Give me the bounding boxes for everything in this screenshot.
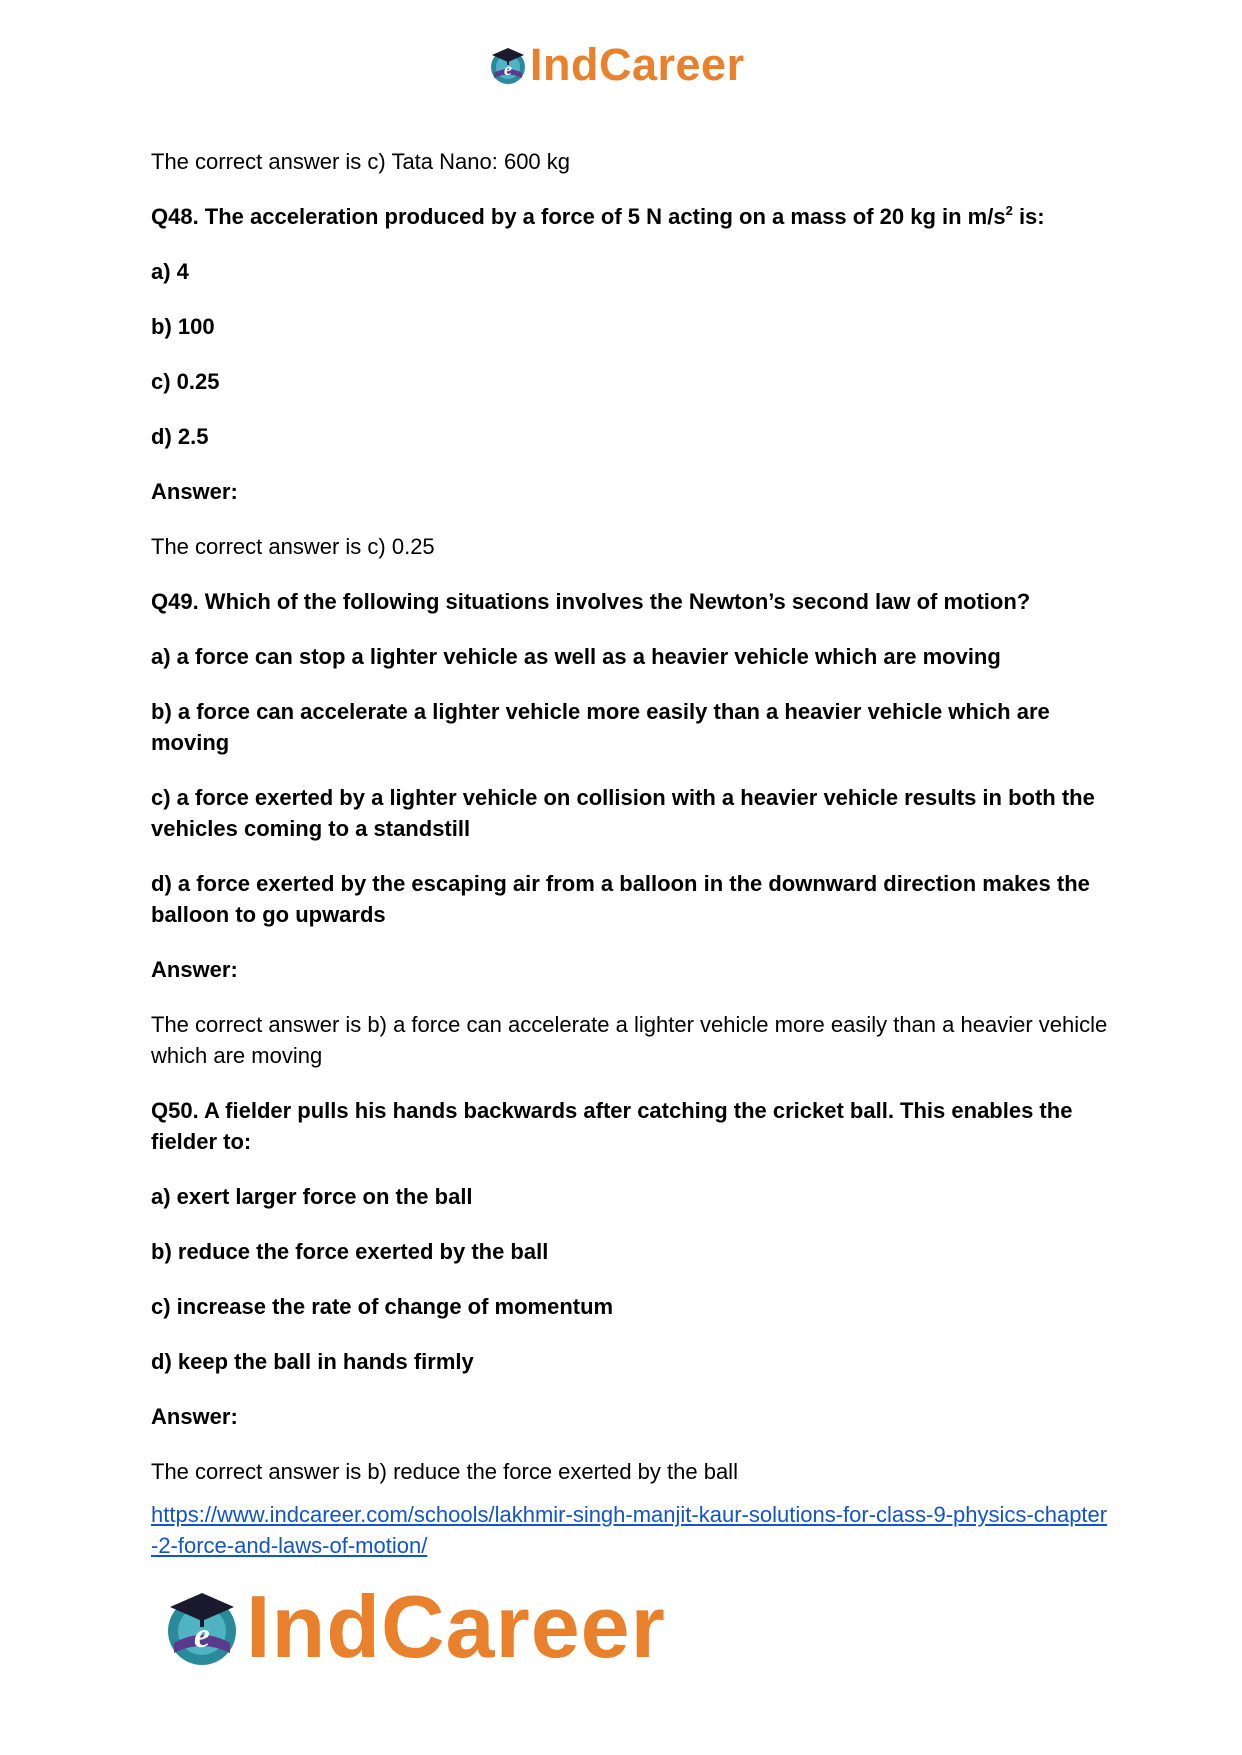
question-49: Q49. Which of the following situations involves the Newton’s second law of motion? [151, 589, 1031, 614]
answer-heading: Answer: [151, 479, 238, 504]
option-b: b) 100 [151, 314, 215, 339]
option-a: a) 4 [151, 259, 189, 284]
svg-text:e: e [504, 58, 512, 79]
option-b: b) a force can accelerate a lighter vehicle more easily than a heavier vehicle which are moving [151, 699, 1050, 755]
answer-text: The correct answer is c) Tata Nano: 600 kg [151, 149, 571, 174]
option-a: a) a force can stop a lighter vehicle as well as a heavier vehicle which are moving [151, 644, 1001, 669]
graduation-globe-icon [488, 45, 528, 85]
header-logo [488, 39, 745, 90]
answer-heading: Answer: [151, 1404, 238, 1429]
question-text: Q48. The acceleration produced by a force of 5 N acting on a mass of 20 kg in m/s [151, 204, 1006, 229]
question-50: Q50. A fielder pulls his hands backwards after catching the cricket ball. This enables the fielder to: [151, 1098, 1073, 1154]
option-b: b) reduce the force exerted by the ball [151, 1239, 549, 1264]
option-c: c) 0.25 [151, 369, 220, 394]
answer-text: The correct answer is c) 0.25 [151, 534, 435, 559]
option-d: d) 2.5 [151, 424, 209, 449]
option-d: d) keep the ball in hands firmly [151, 1349, 474, 1374]
logo-text: IndCareer [530, 39, 745, 90]
graduation-globe-icon [162, 1587, 242, 1667]
svg-text:e: e [194, 1615, 210, 1655]
question-48 [151, 201, 1111, 232]
option-c: c) a force exerted by a lighter vehicle on collision with a heavier vehicle results in both the vehicles coming to a standstill [151, 785, 1095, 841]
option-c: c) increase the rate of change of momentum [151, 1294, 614, 1319]
source-link[interactable]: https://www.indcareer.com/schools/lakhmir-singh-manjit-kaur-solutions-for-class-9-physics-chapter-2-force-and-laws-of-motion/ [151, 1502, 1108, 1558]
document-body [151, 146, 1111, 1561]
option-d: d) a force exerted by the escaping air from a balloon in the downward direction makes the balloon to go upwards [151, 871, 1090, 927]
superscript: 2 [1005, 203, 1013, 218]
logo-text: IndCareer [246, 1577, 666, 1676]
answer-heading: Answer: [151, 957, 238, 982]
footer-logo [162, 1577, 666, 1676]
question-text-end: is: [1012, 204, 1045, 229]
answer-text: The correct answer is b) reduce the force exerted by the ball [151, 1459, 738, 1484]
option-a: a) exert larger force on the ball [151, 1184, 473, 1209]
answer-text: The correct answer is b) a force can accelerate a lighter vehicle more easily than a heavier vehicle which are moving [151, 1012, 1108, 1068]
